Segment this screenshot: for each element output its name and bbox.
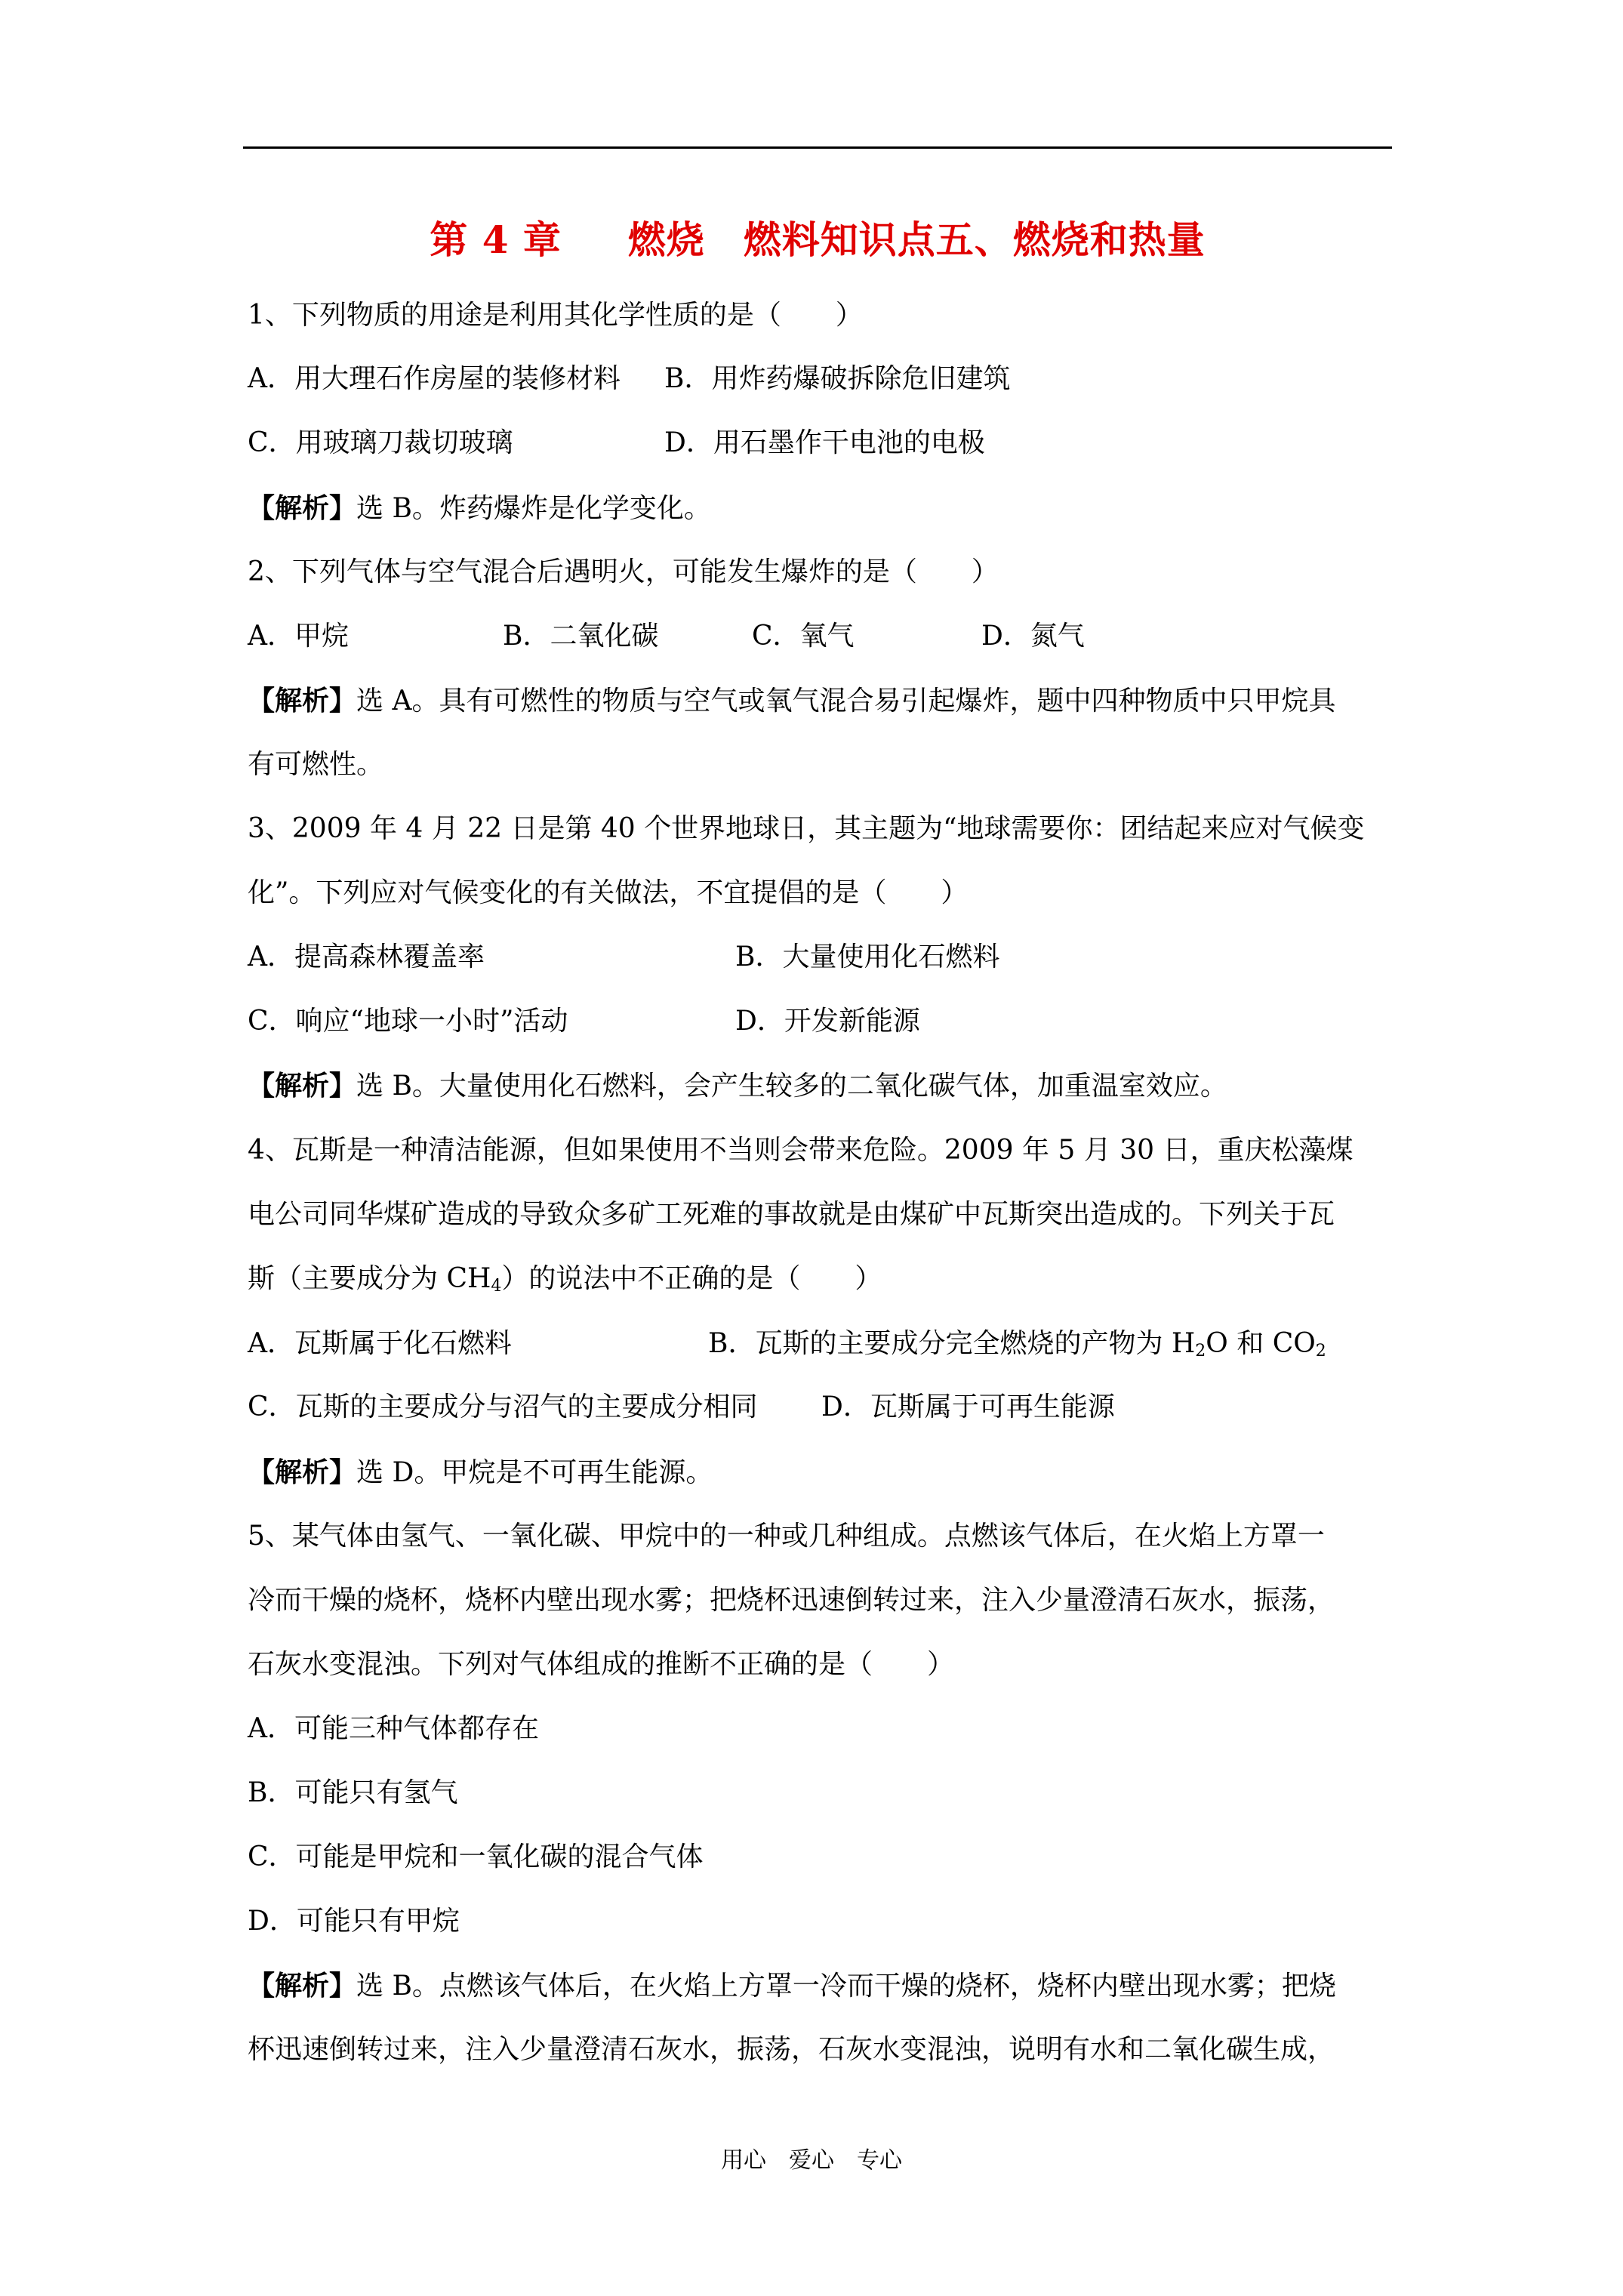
q3-analysis bbox=[248, 1065, 1227, 1107]
q4-option-b bbox=[708, 1323, 1326, 1373]
analysis-tag: 【解析】 bbox=[248, 1070, 357, 1102]
q1-option-b: B．用炸药爆破拆除危旧建筑 bbox=[664, 363, 1011, 394]
subscript: 4 bbox=[491, 1277, 502, 1296]
q3-option-a: A．提高森林覆盖率 bbox=[248, 942, 485, 972]
q5-option-d: D．可能只有甲烷 bbox=[248, 1906, 460, 1937]
q3-option-row-2 bbox=[248, 1000, 920, 1043]
q4-stem-3 bbox=[248, 1258, 882, 1300]
q1-option-row-1 bbox=[248, 358, 1011, 400]
page-footer: 用心 爱心 专心 bbox=[721, 2147, 902, 2174]
q2-analysis-text-2: 有可燃性。 bbox=[248, 749, 384, 780]
q2-analysis-text-1: 选 A。具有可燃性的物质与空气或氧气混合易引起爆炸，题中四种物质中只甲烷具 bbox=[356, 686, 1336, 717]
q4-option-b-text: B．瓦斯的主要成分完全燃烧的产物为 H bbox=[708, 1328, 1196, 1359]
q4-stem-2: 电公司同华煤矿造成的导致众多矿工死难的事故就是由煤矿中瓦斯突出造成的。下列关于瓦 bbox=[248, 1199, 1335, 1230]
q4-option-a: A．瓦斯属于化石燃料 bbox=[248, 1328, 512, 1359]
q5-option-a: A．可能三种气体都存在 bbox=[248, 1713, 539, 1744]
q1-option-row-2 bbox=[248, 422, 985, 464]
q4-option-row-2 bbox=[248, 1386, 1115, 1428]
q1-option-c: C．用玻璃刀裁切玻璃 bbox=[248, 427, 513, 458]
header-rule bbox=[243, 146, 1392, 149]
q4-option-c: C．瓦斯的主要成分与沼气的主要成分相同 bbox=[248, 1391, 758, 1422]
q3-stem-1: 3、2009 年 4 月 22 日是第 40 个世界地球日，其主题为“地球需要你：团结起来应对气候变 bbox=[248, 813, 1365, 844]
analysis-tag: 【解析】 bbox=[248, 1456, 357, 1488]
q4-option-row-1 bbox=[248, 1323, 1326, 1365]
q2-option-d: D．氮气 bbox=[981, 621, 1085, 652]
q1-option-d: D．用石墨作干电池的电极 bbox=[664, 427, 985, 458]
q4-stem-3-text: 斯（主要成分为 CH bbox=[248, 1263, 491, 1294]
q5-analysis-text-2: 杯迅速倒转过来，注入少量澄清石灰水，振荡，石灰水变混浊，说明有水和二氧化碳生成， bbox=[248, 2034, 1335, 2065]
q5-stem-2: 冷而干燥的烧杯，烧杯内壁出现水雾；把烧杯迅速倒转过来，注入少量澄清石灰水，振荡， bbox=[248, 1585, 1335, 1616]
q3-analysis-text: 选 B。大量使用化石燃料，会产生较多的二氧化碳气体，加重温室效应。 bbox=[356, 1071, 1227, 1102]
q1-stem: 1、下列物质的用途是利用其化学性质的是（ ） bbox=[248, 300, 863, 331]
q4-option-b-text-mid: O 和 CO bbox=[1206, 1328, 1316, 1359]
q5-analysis-text-1: 选 B。点燃该气体后，在火焰上方罩一冷而干燥的烧杯，烧杯内壁出现水雾；把烧 bbox=[356, 1971, 1336, 2002]
q4-stem-1: 4、瓦斯是一种清洁能源，但如果使用不当则会带来危险。2009 年 5 月 30 日，重庆松藻煤 bbox=[248, 1135, 1354, 1166]
q1-analysis bbox=[248, 487, 711, 529]
analysis-tag: 【解析】 bbox=[248, 685, 357, 717]
page-title: 第 4 章 燃烧 燃料知识点五、燃烧和热量 bbox=[430, 217, 1206, 262]
q2-option-c: C．氧气 bbox=[752, 621, 855, 652]
analysis-tag: 【解析】 bbox=[248, 492, 357, 524]
q5-option-c: C．可能是甲烷和一氧化碳的混合气体 bbox=[248, 1841, 704, 1872]
q5-stem-1: 5、某气体由氢气、一氧化碳、甲烷中的一种或几种组成。点燃该气体后，在火焰上方罩一 bbox=[248, 1521, 1325, 1552]
q4-option-d: D．瓦斯属于可再生能源 bbox=[821, 1391, 1115, 1422]
q3-option-row-1 bbox=[248, 936, 1000, 978]
q3-option-c: C．响应“地球一小时”活动 bbox=[248, 1006, 568, 1037]
q3-option-d: D．开发新能源 bbox=[735, 1006, 920, 1037]
q4-analysis-text: 选 D。甲烷是不可再生能源。 bbox=[356, 1457, 713, 1488]
q5-option-b: B．可能只有氢气 bbox=[248, 1777, 458, 1808]
q4-analysis bbox=[248, 1451, 713, 1493]
q1-option-a: A．用大理石作房屋的装修材料 bbox=[248, 363, 621, 394]
q4-stem-3-text-end: ）的说法中不正确的是（ ） bbox=[501, 1263, 882, 1294]
q2-option-a: A．甲烷 bbox=[248, 621, 349, 652]
q1-analysis-text: 选 B。炸药爆炸是化学变化。 bbox=[356, 493, 711, 524]
subscript: 2 bbox=[1195, 1342, 1206, 1361]
q5-analysis bbox=[248, 1965, 1336, 2007]
q2-option-b: B．二氧化碳 bbox=[503, 621, 659, 652]
q5-stem-3: 石灰水变混浊。下列对气体组成的推断不正确的是（ ） bbox=[248, 1649, 955, 1680]
q2-stem: 2、下列气体与空气混合后遇明火，可能发生爆炸的是（ ） bbox=[248, 556, 999, 587]
q2-option-row bbox=[248, 615, 1085, 658]
q3-option-b: B．大量使用化石燃料 bbox=[735, 942, 1000, 972]
q3-stem-2: 化”。下列应对气候变化的有关做法，不宜提倡的是（ ） bbox=[248, 877, 969, 908]
subscript: 2 bbox=[1315, 1342, 1326, 1361]
analysis-tag: 【解析】 bbox=[248, 1970, 357, 2002]
q2-analysis bbox=[248, 680, 1335, 722]
